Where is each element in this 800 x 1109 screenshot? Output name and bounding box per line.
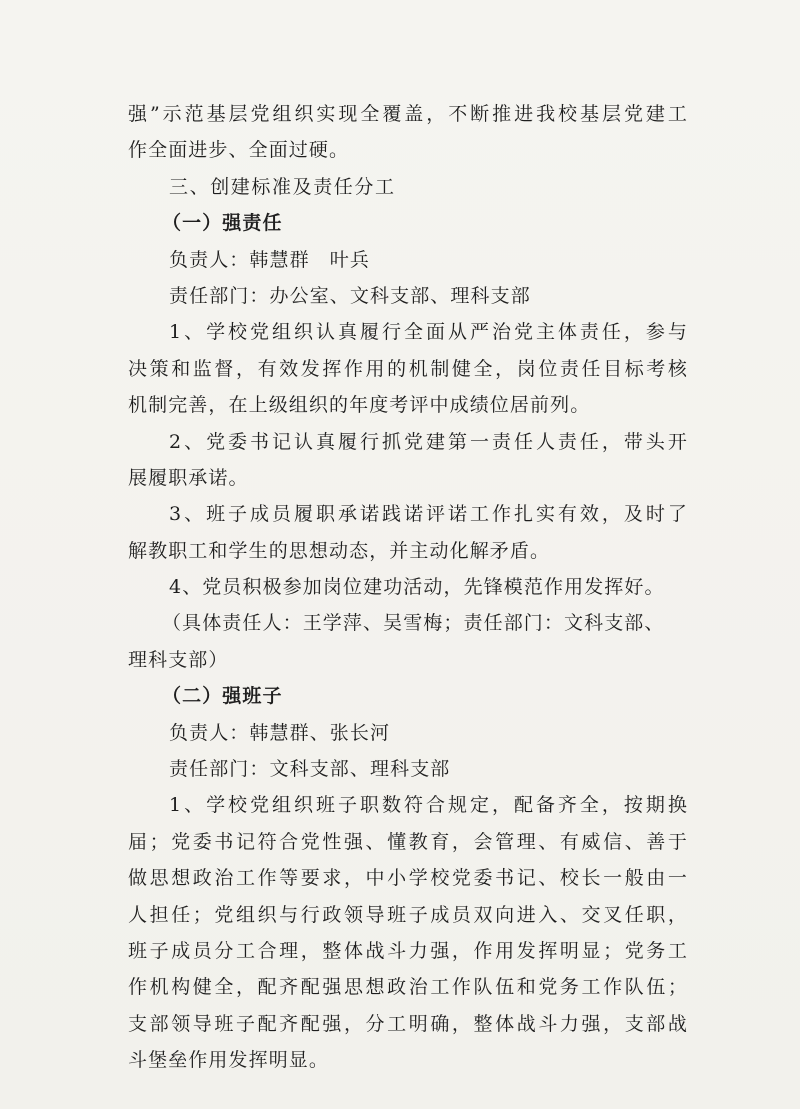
paragraph-line: 决策和监督，有效发挥作用的机制健全，岗位责任目标考核 — [128, 357, 688, 380]
paragraph-line: 1、学校党组织认真履行全面从严治党主体责任，参与 — [169, 321, 688, 344]
subsection-heading: （一）强责任 — [162, 212, 283, 235]
note-line: 理科支部） — [128, 648, 229, 671]
responsible-person-line: 负责人：韩慧群、张长河 — [169, 721, 391, 744]
note-line: （具体责任人：王学萍、吴雪梅；责任部门：文科支部、 — [162, 612, 665, 635]
paragraph-line: 强”示范基层党组织实现全覆盖，不断推进我校基层党建工 — [128, 103, 688, 125]
paragraph-line: 3、班子成员履职承诺践诺评诺工作扎实有效，及时了 — [169, 503, 688, 526]
paragraph-line: 2、党委书记认真履行抓党建第一责任人责任，带头开 — [169, 430, 688, 453]
paragraph-line: 展履职承诺。 — [128, 466, 249, 489]
paragraph-line: 机制完善，在上级组织的年度考评中成绩位居前列。 — [128, 394, 591, 417]
paragraph-line: 支部领导班子配齐配强，分工明确，整体战斗力强，支部战 — [128, 1012, 688, 1035]
paragraph-line: 1、学校党组织班子职数符合规定，配备齐全，按期换 — [169, 794, 688, 817]
paragraph-line: 做思想政治工作等要求，中小学校党委书记、校长一般由一 — [128, 867, 688, 890]
paragraph-line: 人担任；党组织与行政领导班子成员双向进入、交叉任职， — [128, 903, 688, 926]
document-body — [128, 96, 688, 1079]
paragraph-line: 4、党员积极参加岗位建功活动，先锋模范作用发挥好。 — [169, 576, 665, 599]
responsible-department-line: 责任部门：办公室、文科支部、理科支部 — [169, 284, 531, 307]
subsection-heading: （二）强班子 — [162, 685, 283, 708]
paragraph-line: 届；党委书记符合党性强、懂教育，会管理、有威信、善于 — [128, 830, 688, 853]
paragraph-line: 作机构健全，配齐配强思想政治工作队伍和党务工作队伍； — [128, 976, 688, 999]
section-heading: 三、创建标准及责任分工 — [169, 175, 396, 198]
paragraph-line: 斗堡垒作用发挥明显。 — [128, 1049, 330, 1072]
paragraph-line: 解教职工和学生的思想动态，并主动化解矛盾。 — [128, 539, 551, 562]
responsible-department-line: 责任部门：文科支部、理科支部 — [169, 758, 451, 781]
paragraph-line: 作全面进步、全面过硬。 — [128, 139, 350, 162]
paragraph-line: 班子成员分工合理，整体战斗力强，作用发挥明显；党务工 — [128, 939, 688, 962]
responsible-person-line: 负责人：韩慧群 叶兵 — [169, 248, 371, 271]
